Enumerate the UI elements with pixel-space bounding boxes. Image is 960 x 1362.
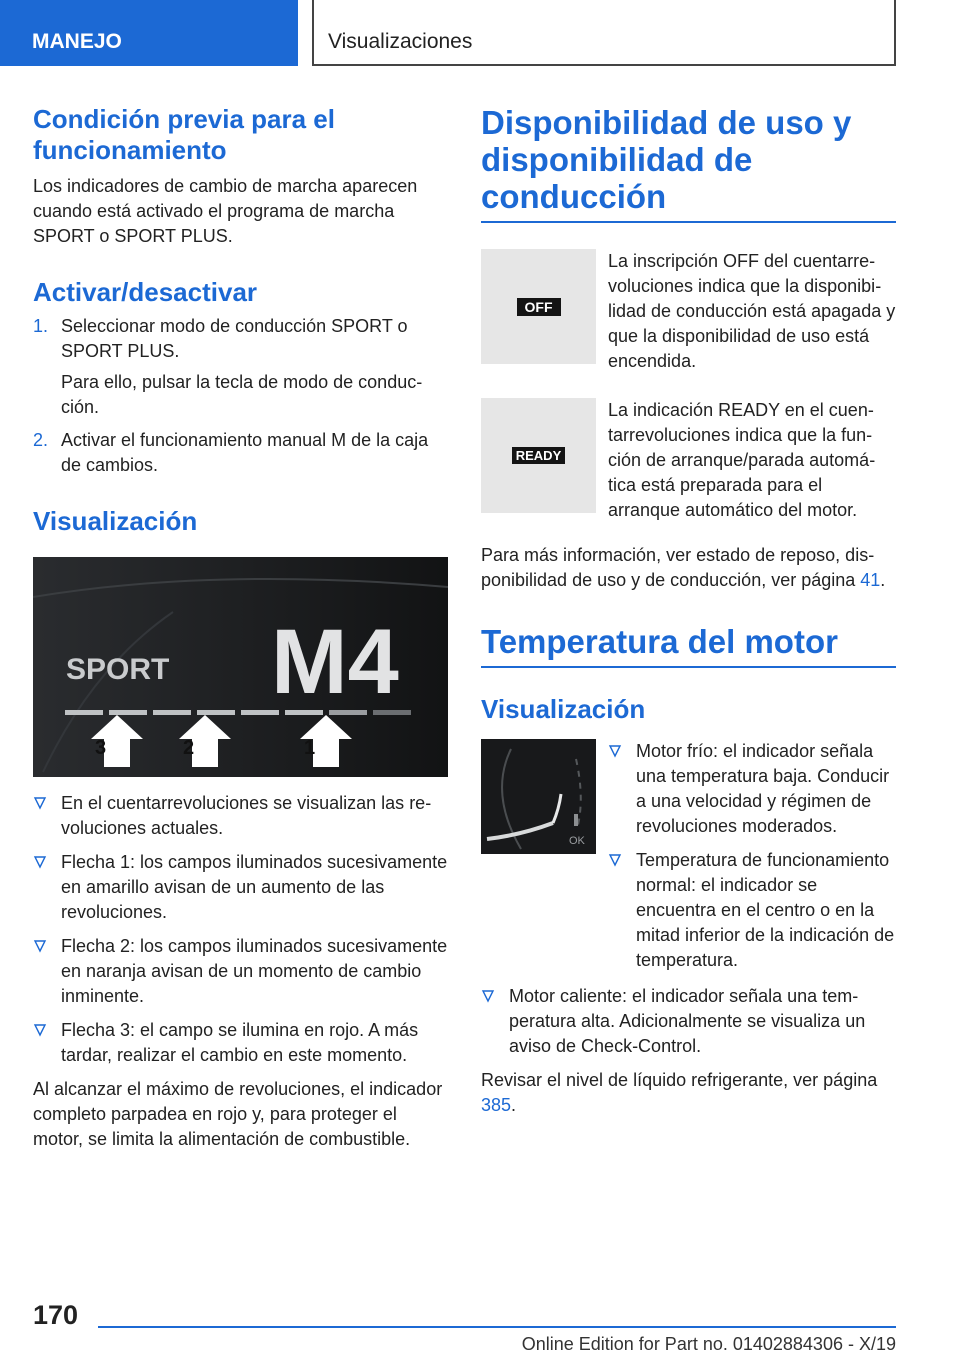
section-title-display: Visualización xyxy=(33,506,198,536)
step-continuation: Para ello, pulsar la tecla de modo de conducción. xyxy=(61,372,423,417)
coolant-body: Revisar el nivel de líquido refrigerante, ver página xyxy=(481,1070,878,1090)
more-info-body: Para más información, ver estado de reposo, disponibilidad de uso y de conducción, ver página xyxy=(481,545,875,590)
bullet-text: Motor caliente: el indicador señala una temperatura alta. Adicionalmente se visualiza un aviso de Check-Control. xyxy=(509,986,866,1056)
temp-bullets-side xyxy=(608,739,896,982)
more-info-text xyxy=(481,543,896,593)
more-info-end: . xyxy=(880,570,886,590)
dashboard-graphic xyxy=(33,557,448,777)
page-link-385[interactable]: 385 xyxy=(481,1095,512,1115)
triangle-bullet-icon xyxy=(608,744,622,758)
footer-divider xyxy=(98,1326,896,1328)
gauge-ok-label: OK xyxy=(569,835,585,847)
ready-text: La indicación READY en el cuentarrevoluciones indica que la función de arranque/parada automática está preparada para el arranque automático del motor. xyxy=(608,400,876,520)
list-item xyxy=(33,850,448,925)
off-text: La inscripción OFF del cuentarrevoluciones indica que la disponibilidad de conducción está apagada y que la disponibilidad de uso está encendida. xyxy=(608,251,896,371)
right-column xyxy=(481,104,896,1118)
list-item xyxy=(33,934,448,1009)
list-item xyxy=(481,984,896,1059)
list-item xyxy=(608,848,896,973)
step-text: Activar el funcionamiento manual M de la caja de cambios. xyxy=(61,430,429,475)
page-number: 170 xyxy=(33,1300,79,1330)
triangle-bullet-icon xyxy=(33,855,47,869)
ready-badge: READY xyxy=(512,447,566,464)
arrow-label: 3 xyxy=(95,737,107,759)
triangle-bullet-icon xyxy=(608,853,622,867)
heading-engine-temperature: Temperatura del motor xyxy=(481,623,896,668)
step-item xyxy=(33,314,448,420)
triangle-bullet-icon xyxy=(33,796,47,810)
mode-label: SPORT xyxy=(66,653,170,686)
bullet-text: Flecha 3: el campo se ilumina en rojo. A más tardar, realizar el cambio en este momento. xyxy=(61,1020,419,1065)
shift-indicator-figure xyxy=(33,557,448,777)
bullet-text: En el cuentarrevoluciones se visualizan las revoluciones actuales. xyxy=(61,793,432,838)
display-bullets xyxy=(33,791,448,1068)
triangle-bullet-icon xyxy=(33,1023,47,1037)
temp-bullets-full xyxy=(481,984,896,1059)
section-title-precondition: Condición previa para el funcionamiento xyxy=(33,104,335,165)
coolant-text xyxy=(481,1068,896,1118)
temp-row xyxy=(481,739,896,982)
steps-list xyxy=(33,314,448,478)
left-column xyxy=(33,104,448,1152)
bullet-text: Flecha 1: los campos iluminados sucesivamente en amarillo avisan de un aumento de las revoluciones. xyxy=(61,852,448,922)
step-item xyxy=(33,428,448,478)
off-indicator-row xyxy=(481,249,896,374)
precondition-text: Los indicadores de cambio de marcha aparecen cuando está activado el programa de marcha SPORT o SPORT PLUS. xyxy=(33,176,418,246)
bullet-text: Temperatura de funcionamiento normal: el indicador se encuentra en el centro o en la mitad inferior de la indicación de temperatura. xyxy=(636,850,895,970)
list-item xyxy=(33,791,448,841)
footer-edition: Online Edition for Part no. 01402884306 - X/19 xyxy=(521,1334,896,1354)
heading-availability: Disponibilidad de uso y disponibilidad de conducción xyxy=(481,104,896,223)
bullet-text: Flecha 2: los campos iluminados sucesivamente en naranja avisan de un momento de cambio inminente. xyxy=(61,936,448,1006)
step-text: Seleccionar modo de conducción SPORT o SPORT PLUS. xyxy=(61,316,408,361)
page-link-41[interactable]: 41 xyxy=(860,570,881,590)
ready-indicator-figure xyxy=(481,398,596,513)
section-tab: MANEJO xyxy=(0,0,298,66)
ready-indicator-row xyxy=(481,398,896,523)
off-indicator-figure xyxy=(481,249,596,364)
coolant-end: . xyxy=(511,1095,517,1115)
triangle-bullet-icon xyxy=(481,989,495,1003)
section-title-activate: Activar/desactivar xyxy=(33,277,258,307)
arrow-label: 1 xyxy=(304,737,316,759)
step-number: 1. xyxy=(33,316,49,336)
triangle-bullet-icon xyxy=(33,939,47,953)
closing-text: Al alcanzar el máximo de revoluciones, el indicador completo parpadea en rojo y, para proteger el motor, se limita la alimentación de combustible. xyxy=(33,1079,443,1149)
gear-label: M4 xyxy=(271,611,399,713)
bullet-text: Motor frío: el indicador señala una temperatura baja. Conducir a una velocidad y régimen de revoluciones moderados. xyxy=(636,741,890,836)
step-number: 2. xyxy=(33,430,49,450)
temp-gauge-graphic xyxy=(481,739,596,854)
off-badge: OFF xyxy=(517,298,561,316)
list-item xyxy=(33,1018,448,1068)
arrow-label: 2 xyxy=(183,737,195,759)
temp-gauge-figure xyxy=(481,739,596,854)
chapter-title: Visualizaciones xyxy=(312,0,896,66)
list-item xyxy=(608,739,896,839)
section-title-temp-display: Visualización xyxy=(481,694,646,724)
